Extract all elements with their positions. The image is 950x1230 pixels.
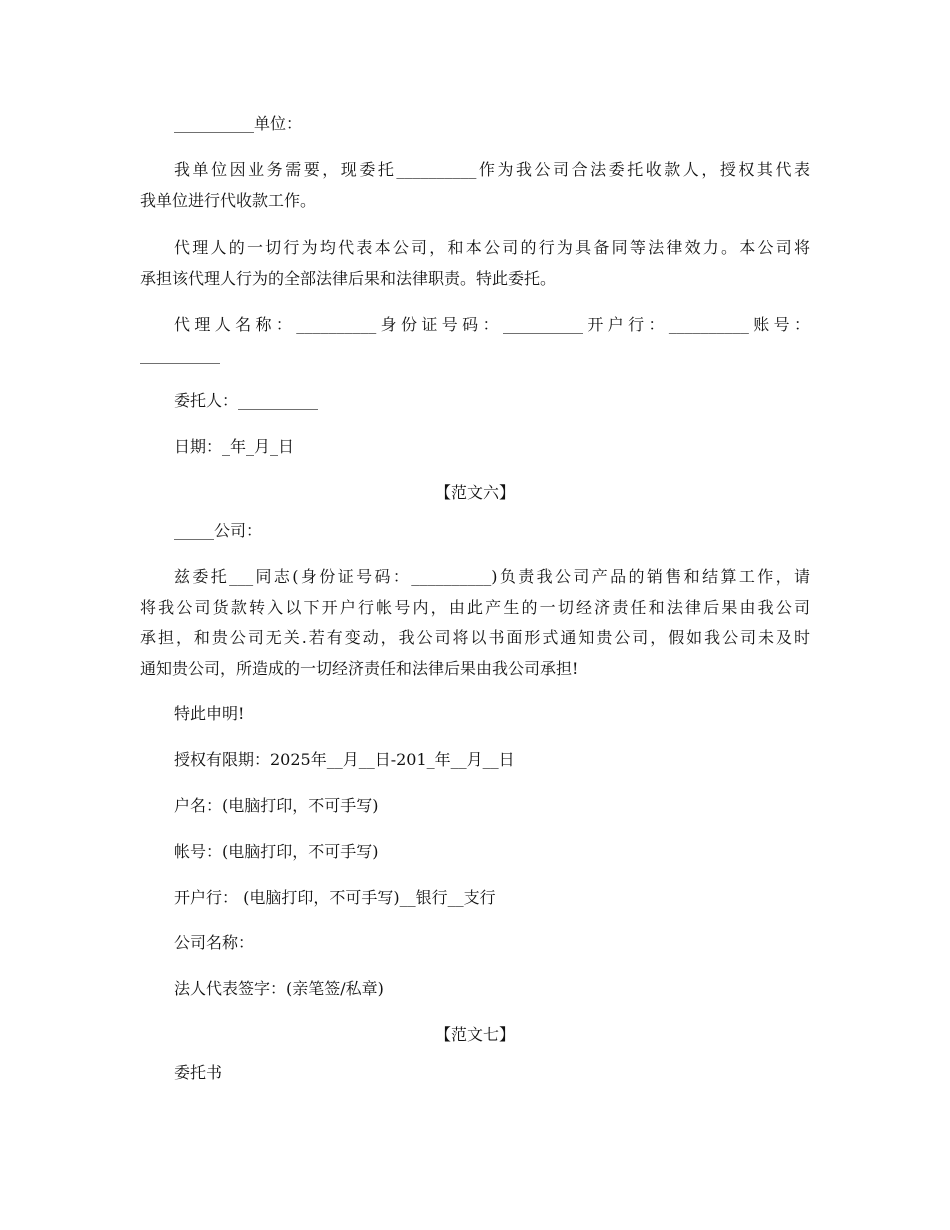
bank-line: 开户行： (电脑打印，不可手写)__银行__支行 (174, 888, 496, 907)
commission-paragraph-line: 兹委托___同志(身份证号码：__________)负责我公司产品的销售和结算工作，请 (174, 567, 810, 586)
agent-info-line: __________ (140, 345, 220, 364)
declaration-line: 特此申明! (174, 704, 245, 723)
date-line: 日期：_年_月_日 (174, 437, 295, 456)
company-name-line: 公司名称： (174, 933, 255, 952)
account-name-line: 户名：(电脑打印，不可手写) (174, 796, 379, 815)
liability-paragraph-line: 承担该代理人行为的全部法律后果和法律职责。特此委托。 (140, 269, 557, 288)
commission-paragraph-line: 将我公司货款转入以下开户行帐号内，由此产生的一切经济责任和法律后果由我公司 (140, 598, 810, 617)
document-title: 委托书 (174, 1063, 223, 1082)
intro-paragraph-line: 我单位因业务需要，现委托__________作为我公司合法委托收款人，授权其代表 (174, 160, 810, 179)
liability-paragraph-line: 代理人的一切行为均代表本公司，和本公司的行为具备同等法律效力。本公司将 (174, 238, 810, 257)
intro-paragraph-line: 我单位进行代收款工作。 (140, 191, 317, 210)
section-heading: 【范文六】 (434, 483, 515, 502)
principal-line: 委托人：__________ (174, 391, 319, 410)
account-number-line: 帐号：(电脑打印，不可手写) (174, 842, 379, 861)
commission-paragraph-line: 通知贵公司，所造成的一切经济责任和法律后果由我公司承担! (140, 659, 579, 678)
legal-rep-signature-line: 法人代表签字：(亲笔签/私章) (174, 979, 384, 998)
agent-info-line: 代理人名称：__________身份证号码：__________开户行：__________账号： (174, 315, 810, 334)
commission-paragraph-line: 承担，和贵公司无关.若有变动，我公司将以书面形式通知贵公司，假如我公司未及时 (140, 628, 810, 647)
authorization-period-line: 授权有限期：2025年__月__日-201_年__月__日 (174, 750, 515, 769)
section-heading: 【范文七】 (434, 1025, 515, 1044)
addressee-line: _____公司： (174, 521, 263, 540)
addressee-line: __________单位： (174, 114, 303, 133)
